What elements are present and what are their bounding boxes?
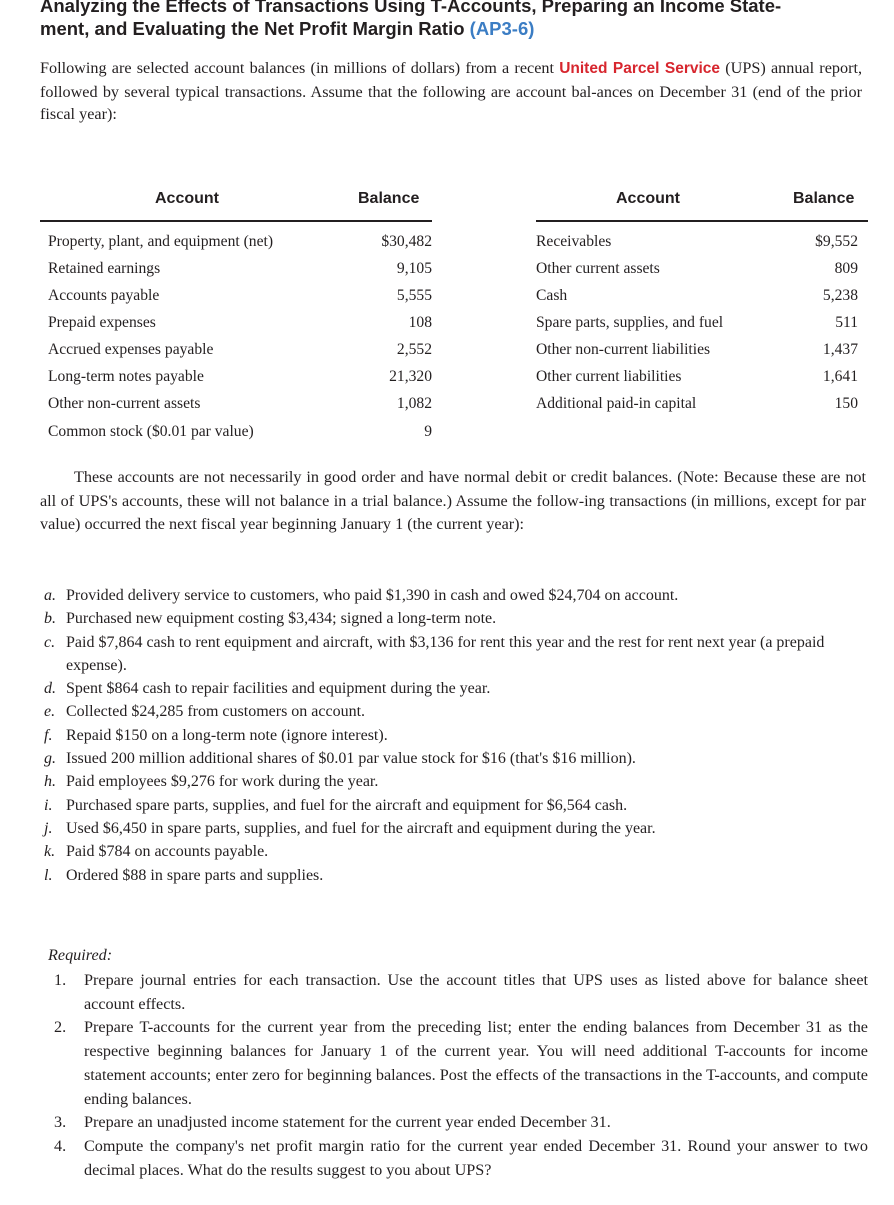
list-item	[44, 724, 874, 747]
table-row-account: Common stock ($0.01 par value)	[48, 423, 254, 440]
required-text: Prepare journal entries for each transaction. Use the account titles that UPS uses as listed above for balance sheet account effects.	[84, 971, 868, 1013]
transaction-text: Spent $864 cash to repair facilities and equipment during the year.	[66, 680, 491, 698]
note-paragraph: These accounts are not necessarily in good order and have normal debit or credit balances. (Note: Because these are not all of UPS's accounts, these will not balance in a trial balance.) Assume the follow-ing transactions (in millions, except for par value) occurred the next fiscal year beginning January 1 (the current year):	[40, 468, 866, 533]
required-list	[54, 969, 868, 1182]
header-account-right: Account	[616, 190, 680, 207]
list-item	[44, 677, 874, 700]
transaction-letter: f.	[44, 726, 53, 744]
table-row-balance: 809	[834, 260, 858, 277]
table-row-account: Other current liabilities	[536, 368, 682, 385]
list-item	[54, 1135, 868, 1182]
table-row-balance: 1,641	[822, 368, 858, 385]
list-item	[44, 700, 874, 723]
required-text: Prepare an unadjusted income statement for the current year ended December 31.	[84, 1113, 611, 1132]
required-number: 1.	[54, 971, 67, 989]
table-row-balance: 1,437	[822, 341, 858, 358]
required-number: 4.	[54, 1136, 67, 1155]
transaction-letter: j.	[44, 819, 53, 837]
list-item	[54, 969, 868, 1016]
transaction-letter: e.	[44, 703, 56, 721]
required-number: 3.	[54, 1113, 67, 1132]
table-row-account: Other current assets	[536, 260, 660, 277]
list-item	[44, 864, 874, 887]
transaction-text: Paid employees $9,276 for work during the year.	[66, 773, 379, 791]
table-row-account: Other non-current assets	[48, 395, 201, 412]
table-row-account: Cash	[536, 287, 568, 304]
transaction-letter: k.	[44, 843, 56, 861]
list-item	[44, 840, 874, 863]
required-number: 2.	[54, 1018, 67, 1037]
list-item	[44, 747, 874, 770]
table-row-account: Prepaid expenses	[48, 314, 156, 331]
transactions-list	[44, 584, 874, 887]
list-item	[54, 1111, 868, 1135]
table-row-balance: 21,320	[389, 368, 432, 385]
table-row-account: Other non-current liabilities	[536, 341, 711, 358]
transaction-text: Paid $7,864 cash to rent equipment and aircraft, with $3,136 for rent this year and the rest for rent next year (a prepaid expense).	[66, 633, 825, 674]
problem-title	[40, 0, 880, 40]
table-row-balance: 9,105	[396, 260, 432, 277]
transaction-text: Ordered $88 in spare parts and supplies.	[66, 866, 324, 884]
transaction-letter: i.	[44, 796, 53, 814]
problem-code: (AP3-6)	[469, 18, 535, 39]
header-rule-right	[536, 220, 868, 222]
table-row-balance: 2,552	[396, 341, 432, 358]
list-item	[44, 770, 874, 793]
intro-after: (UPS) annual report, followed by several typical transactions. Assume that the following are account bal-ances on December 31 (end of the prior fiscal year):	[40, 59, 863, 123]
header-rule-left	[40, 220, 432, 222]
transaction-letter: l.	[44, 866, 53, 884]
transaction-text: Collected $24,285 from customers on account.	[66, 703, 366, 721]
transaction-text: Purchased new equipment costing $3,434; signed a long-term note.	[66, 610, 497, 628]
table-row-account: Retained earnings	[48, 260, 161, 277]
table-row-account: Accounts payable	[48, 287, 160, 304]
table-row-account: Receivables	[536, 233, 612, 250]
transaction-text: Provided delivery service to customers, who paid $1,390 in cash and owed $24,704 on account.	[66, 587, 679, 604]
transaction-text: Issued 200 million additional shares of $0.01 par value stock for $16 (that's $16 million).	[66, 750, 636, 768]
list-item	[44, 631, 874, 678]
table-row-balance: 5,555	[396, 287, 432, 304]
table-row-balance: 5,238	[822, 287, 858, 304]
table-row-balance: 150	[834, 395, 858, 412]
transaction-text: Used $6,450 in spare parts, supplies, and fuel for the aircraft and equipment during the year.	[66, 819, 656, 837]
list-item	[54, 1016, 868, 1111]
table-row-balance: 1,082	[396, 395, 432, 412]
header-balance-right: Balance	[793, 190, 855, 207]
transaction-letter: g.	[44, 750, 56, 768]
transaction-letter: d.	[44, 680, 56, 698]
list-item	[44, 607, 874, 630]
transaction-text: Purchased spare parts, supplies, and fuel for the aircraft and equipment for $6,564 cash.	[66, 796, 628, 814]
list-item	[44, 817, 874, 840]
transaction-letter: b.	[44, 610, 56, 628]
transaction-letter: a.	[44, 587, 56, 604]
table-row-account: Long-term notes payable	[48, 368, 204, 385]
header-account-left: Account	[155, 190, 219, 207]
intro-paragraph	[40, 57, 862, 126]
required-text: Compute the company's net profit margin ratio for the current year ended December 31. Round your answer to two decimal places. What do the results suggest to you about UPS?	[84, 1136, 868, 1179]
required-label: Required:	[48, 946, 113, 964]
company-name: United Parcel Service	[559, 60, 721, 77]
table-row-balance: 108	[408, 314, 432, 331]
intro-before: Following are selected account balances (in millions of dollars) from a recent	[40, 59, 554, 77]
required-text: Prepare T-accounts for the current year from the preceding list; enter the ending balances from December 31 as the respective beginning balances for January 1 of the current year. You will need additional T-accounts for income statement accounts; enter zero for beginning balances. Post the effects of the transactions in the T-accounts, and compute ending balances.	[84, 1018, 868, 1108]
title-line-2: ment, and Evaluating the Net Profit Margin Ratio	[40, 18, 465, 39]
title-line-1: Analyzing the Effects of Transactions Using T-Accounts, Preparing an Income State-	[40, 0, 782, 16]
transaction-letter: c.	[44, 633, 56, 651]
transaction-text: Paid $784 on accounts payable.	[66, 843, 269, 861]
transaction-text: Repaid $150 on a long-term note (ignore interest).	[66, 726, 388, 744]
table-row-account: Accrued expenses payable	[48, 341, 214, 358]
table-row-account: Spare parts, supplies, and fuel	[536, 314, 724, 331]
table-row-balance: $9,552	[815, 233, 858, 250]
list-item	[44, 794, 874, 817]
table-row-balance: 9	[424, 423, 432, 440]
transaction-letter: h.	[44, 773, 56, 791]
list-item	[44, 584, 874, 607]
table-row-account: Additional paid-in capital	[536, 395, 697, 412]
table-row-balance: $30,482	[381, 233, 432, 250]
table-row-account: Property, plant, and equipment (net)	[48, 233, 274, 250]
header-balance-left: Balance	[358, 190, 420, 207]
table-row-balance: 511	[835, 314, 858, 331]
